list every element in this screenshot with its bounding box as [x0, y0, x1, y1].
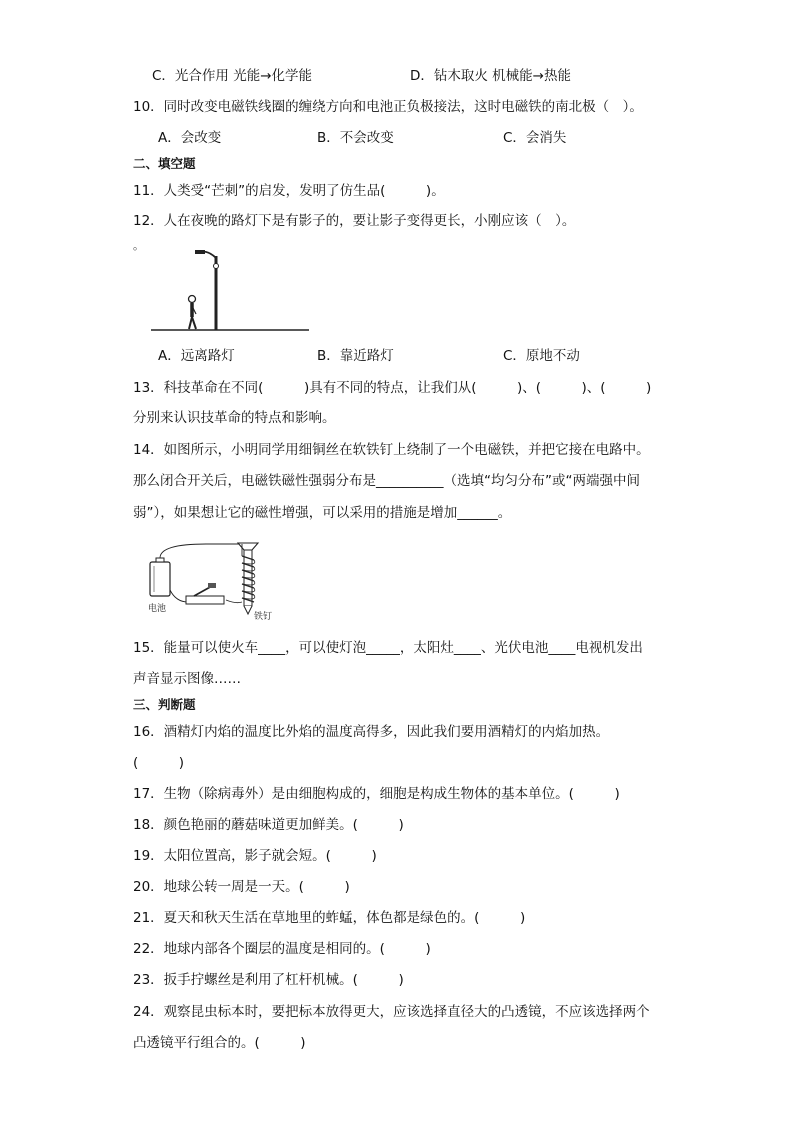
q13-line1: 13．科技革命在不同( )具有不同的特点，让我们从( )、( )、( ) [133, 380, 652, 396]
q13-line2: 分别来认识技革命的特点和影响。 [133, 410, 336, 426]
q15-line1: 15．能量可以使火车____，可以使灯泡_____，太阳灶____、光伏电池____电视机发出 [133, 640, 643, 656]
q17: 17．生物（除病毒外）是由细胞构成的，细胞是构成生物体的基本单位。( ) [133, 786, 620, 802]
q10-option-a: A．会改变 [158, 130, 222, 146]
q20: 20．地球公转一周是一天。( ) [133, 879, 350, 895]
q12-dot: 。 [133, 239, 144, 252]
q19: 19．太阳位置高，影子就会短。( ) [133, 848, 377, 864]
q12-stem: 12．人在夜晚的路灯下是有影子的，要让影子变得更长，小刚应该（ ）。 [133, 213, 576, 229]
q16-bracket: ( ) [133, 755, 185, 771]
q11: 11．人类受“芒刺”的启发，发明了仿生品( )。 [133, 183, 445, 199]
q16: 16．酒精灯内焰的温度比外焰的温度高得多，因此我们要用酒精灯的内焰加热。 [133, 724, 610, 740]
q10-stem: 10．同时改变电磁铁线圈的缠绕方向和电池正负极接法，这时电磁铁的南北极（ ）。 [133, 99, 643, 115]
q15-line2: 声音显示图像…… [133, 671, 241, 687]
q23: 23．扳手拧螺丝是利用了杠杆机械。( ) [133, 972, 404, 988]
q10-option-c: C．会消失 [503, 130, 567, 146]
section-fill-in-title: 二、填空题 [133, 156, 196, 171]
q18: 18．颜色艳丽的蘑菇味道更加鲜美。( ) [133, 817, 404, 833]
q12-option-c: C．原地不动 [503, 348, 580, 364]
q9-option-c: C．光合作用 光能→化学能 [152, 68, 313, 84]
q12-option-a: A．远离路灯 [158, 348, 235, 364]
nail-label: 铁钉 [254, 612, 273, 622]
q22: 22．地球内部各个圈层的温度是相同的。( ) [133, 941, 431, 957]
q24-line1: 24．观察昆虫标本时，要把标本放得更大，应该选择直径大的凸透镜，不应该选择两个 [133, 1004, 650, 1020]
q14-line2: 那么闭合开关后，电磁铁磁性强弱分布是__________（选填“均匀分布”或“两端强中间 [133, 473, 640, 489]
battery-label: 电池 [148, 604, 167, 614]
q14-line3: 弱”），如果想让它的磁性增强，可以采用的措施是增加______。 [133, 505, 512, 521]
q21: 21．夏天和秋天生活在草地里的蚱蜢，体色都是绿色的。( ) [133, 910, 526, 926]
q12-option-b: B．靠近路灯 [317, 348, 394, 364]
electromagnet-circuit-figure [146, 538, 281, 620]
street-lamp-figure [150, 246, 310, 334]
section-judge-title: 三、判断题 [133, 697, 196, 712]
q14-line1: 14．如图所示，小明同学用细铜丝在软铁钉上绕制了一个电磁铁，并把它接在电路中。 [133, 442, 650, 458]
q10-option-b: B．不会改变 [317, 130, 394, 146]
q24-line2: 凸透镜平行组合的。( ) [133, 1035, 306, 1051]
q9-option-d: D．钻木取火 机械能→热能 [410, 68, 571, 84]
